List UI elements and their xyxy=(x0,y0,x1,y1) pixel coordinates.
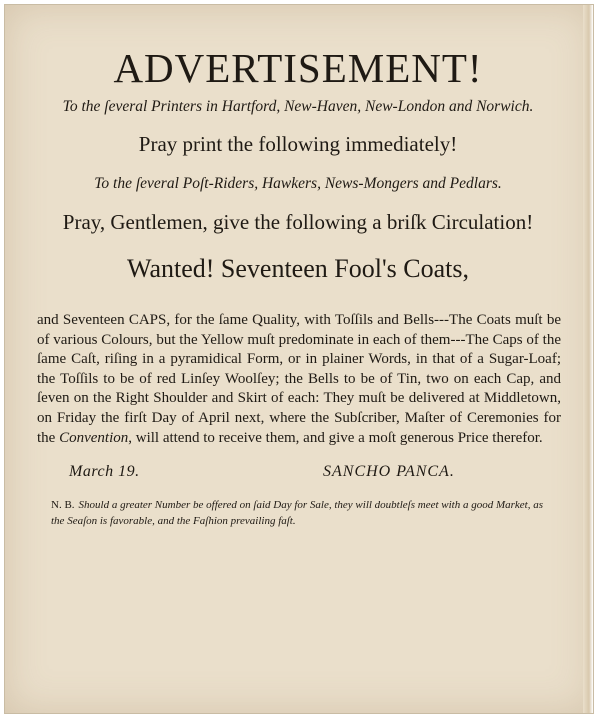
address-printers: To the ſeveral Printers in Hartford, New-Haven, New-London and Norwich. xyxy=(62,98,534,115)
page-edge xyxy=(583,5,593,713)
address-post-riders: To the ſeveral Poſt-Riders, Hawkers, News-Mongers and Pedlars. xyxy=(94,175,502,192)
signature: SANCHO PANCA. xyxy=(323,463,455,481)
wanted-heading: Wanted! Seventeen Fool's Coats, xyxy=(127,254,469,283)
body-text-part1: and Seventeen CAPS, for the ſame Quality, with Toſſils and Bells---The Coats muſt be of various Colours, but the Yellow muſt predominate in each of them---The Caps of the ſame Caſt, riſing in a pyramidical Form, or in plainer Words, in that of a Sugar-Loaf; the Toſſils to be of red Linſey Woolſey; the Bells to be of Tin, two on each Cap, and ſeven on the Right Shoulder and Skirt of each: They muſt be delivered at Middletown, on Friday the firſt Day of April next, where the Subſcriber, Maſter of Ceremonies for the xyxy=(37,312,561,446)
nota-bene xyxy=(33,497,563,529)
signature-row xyxy=(33,463,563,485)
body-emphasis: Convention xyxy=(59,429,129,446)
nb-label: N. B. xyxy=(51,499,75,512)
broadside-page xyxy=(4,4,594,714)
notice-print-immediately: Pray print the following immediately! xyxy=(138,132,458,156)
notice-circulation: Pray, Gentlemen, give the following a briſk Circulation! xyxy=(62,210,534,234)
broadside-content xyxy=(33,43,563,540)
headline: ADVERTISEMENT! xyxy=(113,45,483,91)
nb-text: Should a greater Number be offered on ſaid Day for Sale, they will doubtleſs meet with a good Market, as the Seaſon is favorable, and the Faſhion prevailing faſt. xyxy=(51,499,544,528)
advertisement-body xyxy=(33,311,563,448)
body-text-part2: , will attend to receive them, and give a moſt generous Price therefor. xyxy=(128,429,543,446)
date: March 19. xyxy=(69,463,140,481)
